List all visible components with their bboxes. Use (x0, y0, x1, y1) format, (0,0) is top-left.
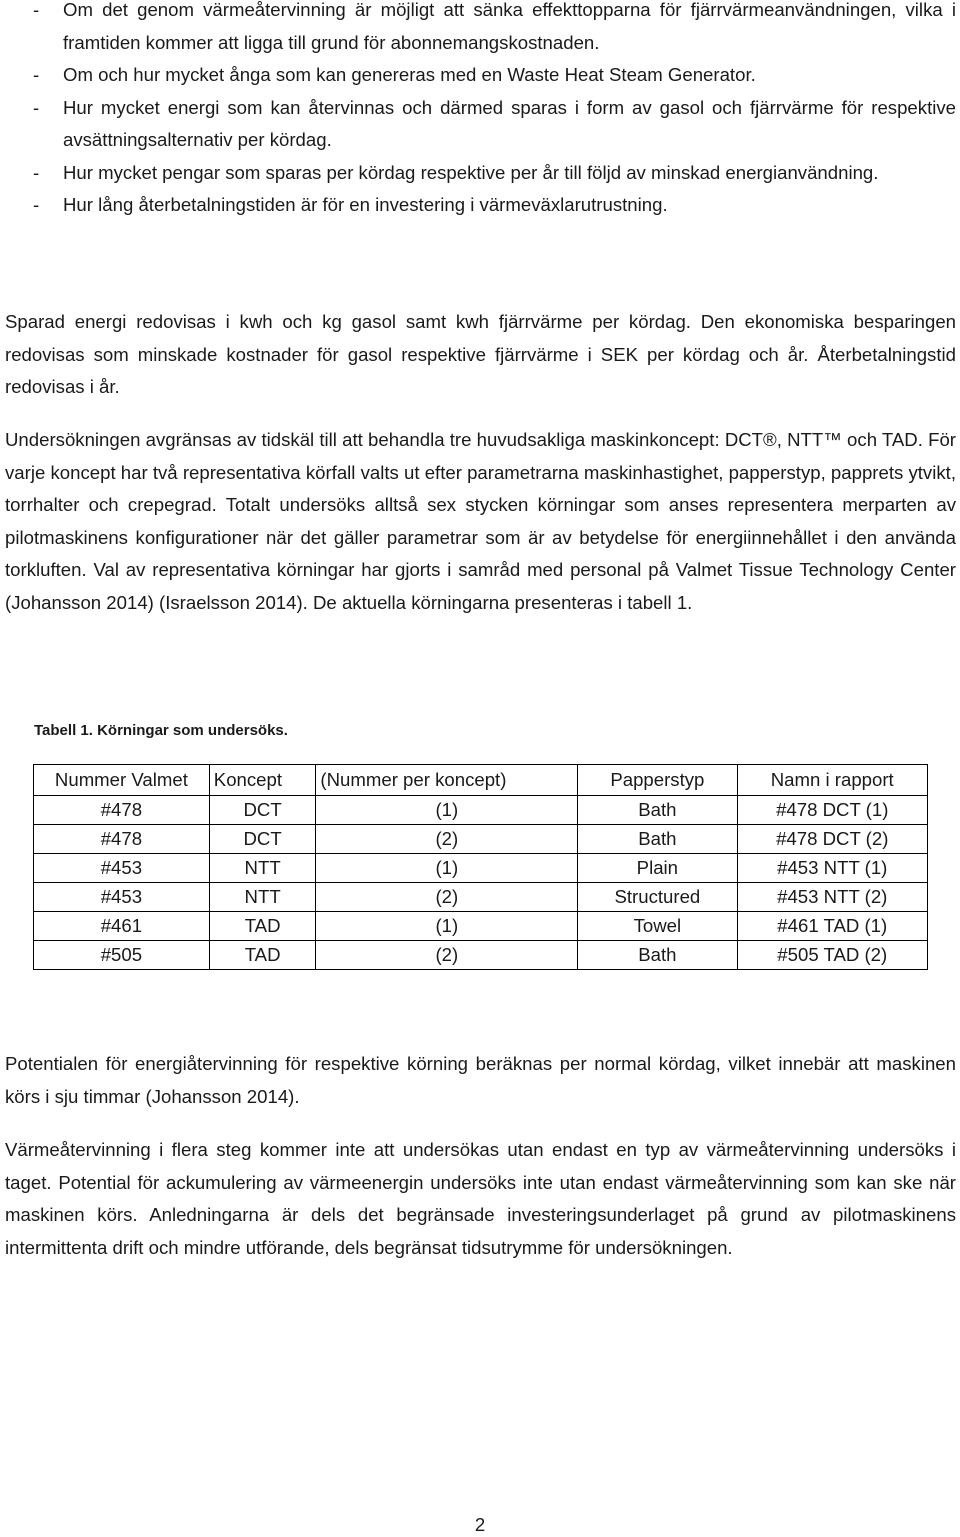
table-cell: #478 DCT (2) (737, 825, 928, 854)
paragraph-results-reporting: Sparad energi redovisas i kwh och kg gasol samt kwh fjärrvärme per kördag. Den ekonomiska besparingen redovisas som minskade kostnader för gasol respektive fjärrvärme i SEK per kördag och år. Återbetalningstid redovisas i år. (5, 311, 956, 397)
table-cell: #478 DCT (1) (737, 796, 928, 825)
table-cell: (1) (316, 912, 578, 941)
list-item (0, 92, 956, 157)
bullet-marker: - (33, 161, 40, 183)
bullet-marker: - (33, 0, 40, 20)
list-item-text: Hur mycket pengar som sparas per kördag respektive per år till följd av minskad energianvändning. (63, 161, 879, 183)
table-cell: #453 NTT (2) (737, 883, 928, 912)
table-cell: (2) (316, 825, 578, 854)
table-cell: DCT (209, 825, 316, 854)
table-cell: Plain (578, 854, 737, 883)
runs-table (33, 764, 928, 970)
list-item (0, 189, 956, 222)
table-cell: #478 (34, 825, 210, 854)
list-item-text: Om och hur mycket ånga som kan genereras med en Waste Heat Steam Generator. (63, 64, 756, 85)
column-header: Koncept (209, 765, 316, 796)
table-cell: (2) (316, 941, 578, 970)
bullet-marker: - (33, 194, 40, 215)
paragraph-limitations: Värmeåtervinning i flera steg kommer inte att undersökas utan endast en typ av värmeåtervinning undersöks i taget. Potential för ackumulering av värmeenergin undersöks inte utan endast värmeåtervinning som kan ske när maskinen körs. Anledningarna är dels det begränsade investeringsunderlaget på grund av pilotmaskinens intermittenta drift och mindre utförande, dels begränsat tidsutrymme för undersökningen. (5, 1139, 956, 1258)
table-cell: #505 TAD (2) (737, 941, 928, 970)
list-item-text: Om det genom värmeåtervinning är möjligt att sänka effekttopparna för fjärrvärmeanvändningen, vilka i framtiden kommer att ligga till grund för abonnemangskostnaden. (63, 0, 956, 53)
table-row (34, 796, 928, 825)
table-caption: Tabell 1. Körningar som undersöks. (34, 722, 288, 739)
paragraph-calculation-basis: Potentialen för energiåtervinning för respektive körning beräknas per normal kördag, vilket innebär att maskinen körs i sju timmar (Johansson 2014). (5, 1053, 956, 1107)
table-cell: NTT (209, 883, 316, 912)
table-cell: Bath (578, 941, 737, 970)
table-cell: (1) (316, 854, 578, 883)
table-cell: TAD (209, 941, 316, 970)
table-cell: DCT (209, 796, 316, 825)
table-header-row (34, 765, 928, 796)
table-row (34, 825, 928, 854)
table-row (34, 941, 928, 970)
table-cell: TAD (209, 912, 316, 941)
list-item-text: Hur lång återbetalningstiden är för en investering i värmeväxlarutrustning. (63, 194, 668, 215)
list-item (0, 157, 956, 190)
bullet-marker: - (33, 64, 40, 85)
column-header: (Nummer per koncept) (316, 765, 578, 796)
table-row (34, 912, 928, 941)
table-cell: #453 (34, 854, 210, 883)
table-cell: #461 TAD (1) (737, 912, 928, 941)
paragraph-scope: Undersökningen avgränsas av tidskäl till att behandla tre huvudsakliga maskinkoncept: DCT®, NTT™ och TAD. För varje koncept har två representativa körfall valts ut efter parametrarna maskinhastighet, papperstyp, papprets ytvikt, torrhalter och crepegrad. Totalt undersöks alltså sex stycken körningar som anses representera merparten av pilotmaskinens konfigurationer när det gäller parametrar som är av betydelse för energiinnehållet i den använda torkluften. Val av representativa körningar har gjorts i samråd med personal på Valmet Tissue Technology Center (Johansson 2014) (Israelsson 2014). De aktuella körningarna presenteras i tabell 1. (5, 429, 956, 613)
bullet-marker: - (33, 96, 40, 118)
table-cell: #505 (34, 941, 210, 970)
column-header: Nummer Valmet (34, 765, 210, 796)
table-cell: Bath (578, 825, 737, 854)
page-number: 2 (474, 1514, 486, 1535)
list-item-text: Hur mycket energi som kan återvinnas och därmed sparas i form av gasol och fjärrvärme för respektive avsättningsalternativ per kördag. (63, 96, 956, 150)
table-row (34, 883, 928, 912)
table-cell: #453 NTT (1) (737, 854, 928, 883)
list-item (0, 59, 956, 92)
question-list (0, 0, 956, 222)
table-cell: (1) (316, 796, 578, 825)
table-cell: Towel (578, 912, 737, 941)
column-header: Namn i rapport (737, 765, 928, 796)
list-item (0, 0, 956, 59)
table-cell: NTT (209, 854, 316, 883)
column-header: Papperstyp (578, 765, 737, 796)
table-cell: Structured (578, 883, 737, 912)
table-cell: #461 (34, 912, 210, 941)
table-cell: #478 (34, 796, 210, 825)
table-row (34, 854, 928, 883)
table-cell: (2) (316, 883, 578, 912)
table-cell: Bath (578, 796, 737, 825)
table-cell: #453 (34, 883, 210, 912)
